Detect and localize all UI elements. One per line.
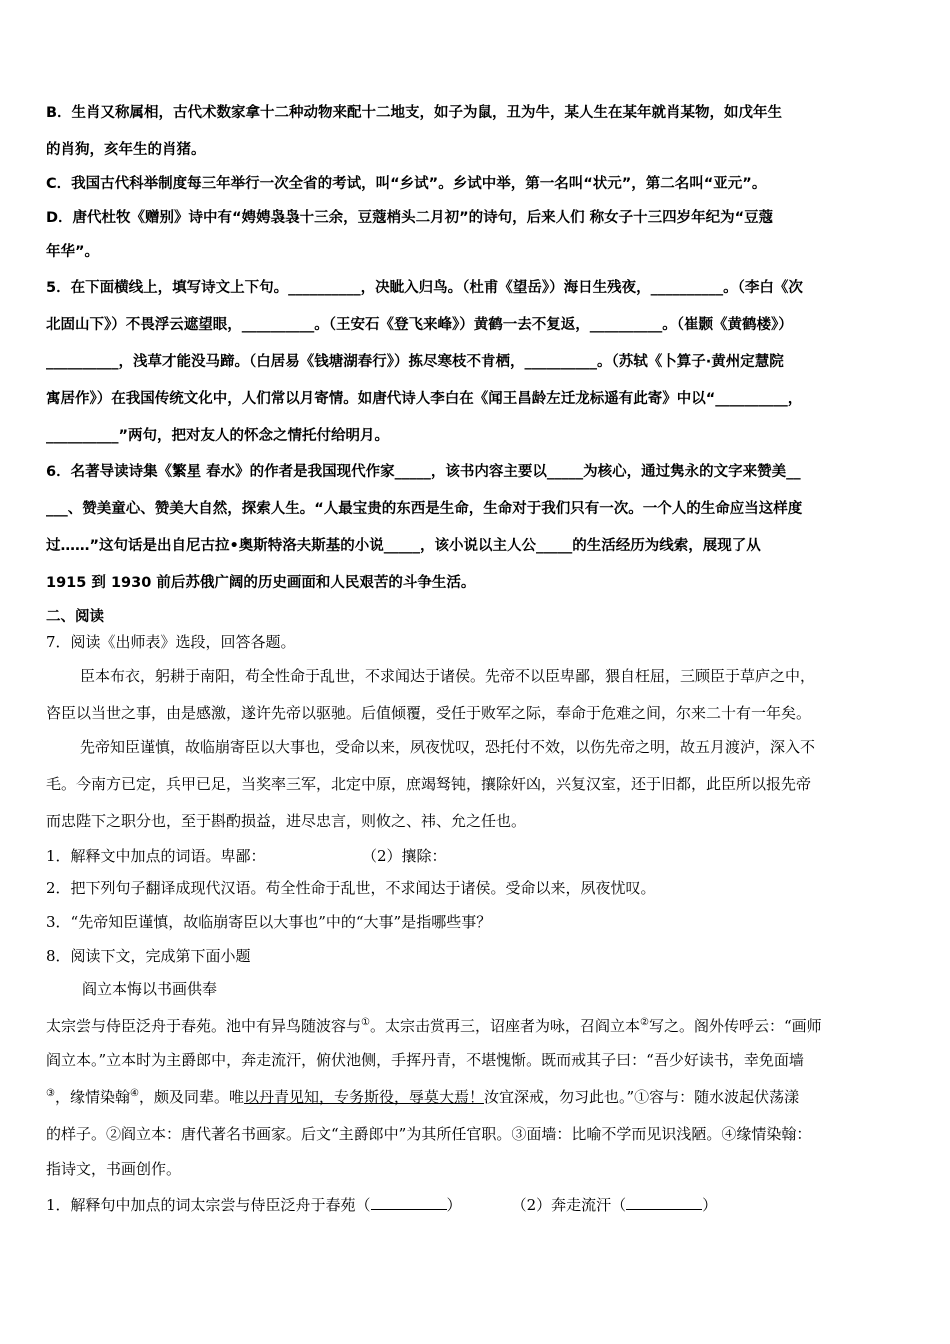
- q7-sub2: 2．把下列句子翻译成现代汉语。苟全性命于乱世，不求闻达于诸侯。受命以来，夙夜忧叹。: [46, 879, 656, 897]
- q8-passage-line1: [46, 1016, 906, 1036]
- section-heading-reading: 二、阅读: [46, 609, 104, 625]
- footnote-marker-1: ①: [361, 1017, 370, 1028]
- answer-blank-1[interactable]: [371, 1195, 447, 1210]
- footnote-marker-2: ②: [640, 1017, 649, 1028]
- q8-passage-line3: [46, 1087, 906, 1107]
- q6-line2: ___、赞美童心、赞美大自然，探索人生。“人最宝贵的东西是生命，生命对于我们只有一次。一个人的生命应当这样度: [46, 501, 803, 517]
- q7-sub3: 3．“先帝知臣谨慎，故临崩寄臣以大事也”中的“大事”是指哪些事？: [46, 913, 492, 931]
- q8-passage-line2: 阎立本。”立本时为主爵郎中，奔走流汗，俯伏池侧，手挥丹青，不堪愧惭。既而戒其子曰：“吾少好读书，幸免面墙: [46, 1051, 804, 1069]
- q7-intro: 7．阅读《出师表》选段，回答各题。: [46, 633, 296, 651]
- q4-option-b-line2: 的肖狗，亥年生的肖猪。: [46, 142, 206, 158]
- q4-option-d-line2: 年华”。: [46, 244, 100, 260]
- q8-passage-title: 阎立本悔以书画供奉: [82, 980, 218, 998]
- q7-sub1-word2: （2）攘除：: [362, 847, 447, 865]
- q7-passage-p1-line1: 臣本布衣，躬耕于南阳，苟全性命于乱世，不求闻达于诸侯。先帝不以臣卑鄙，猥自枉屈，三顾臣于草庐之中，: [80, 667, 816, 685]
- underlined-sentence: 以丹青见知，专务斯役，辱莫大焉！: [243, 1088, 484, 1106]
- q7-passage-p2-line3: 而忠陛下之职分也，至于斟酌损益，进尽忠言，则攸之、祎、允之任也。: [46, 812, 527, 830]
- q7-sub1-word1: 1．解释文中加点的词语。卑鄙：: [46, 847, 266, 865]
- q4-option-c: C．我国古代科举制度每三年举行一次全省的考试，叫“乡试”。乡试中举，第一名叫“状元”，第二名叫“亚元”。: [46, 176, 767, 192]
- q8-sub1: [46, 1195, 906, 1215]
- q8-passage-line1-c: 写之。阁外传呼云：“画师: [648, 1017, 822, 1035]
- q8-passage-line3-a: ，缘情染翰: [54, 1088, 130, 1106]
- q8-sub1-prompt-b: （2）奔走流汗（: [511, 1196, 627, 1214]
- q8-intro: 8．阅读下文，完成第下面小题: [46, 947, 251, 965]
- q4-option-d-line1: D．唐代杜牧《赠别》诗中有“娉娉袅袅十三余，豆蔻梢头二月初”的诗句，后来人们 称女子十三四岁年纪为“豆蔻: [46, 210, 774, 226]
- q5-line2: 北固山下》）不畏浮云遮望眼，__________。（王安石《登飞来峰》）黄鹤一去不复返，__________。（崔颢《黄鹤楼》）: [46, 317, 793, 333]
- q5-line3: __________，浅草才能没马蹄。（白居易《钱塘湖春行》）拣尽寒枝不肯栖，__________。（苏轼《卜算子·黄州定慧院: [46, 354, 784, 370]
- q5-line5: __________”两句，把对友人的怀念之情托付给明月。: [46, 428, 390, 444]
- q6-line1: 6．名著导读诗集《繁星 春水》的作者是我国现代作家_____，该书内容主要以_____为核心，通过隽永的文字来赞美__: [46, 464, 801, 480]
- q8-footnotes-line2: 指诗文，书画创作。: [46, 1160, 182, 1178]
- q8-passage-line1-a: 太宗尝与侍臣泛舟于春苑。池中有异鸟随波容与: [46, 1017, 362, 1035]
- q8-passage-line3-c: 汝宜深戒，勿习此也。”①容与：随水波起伏荡漾: [483, 1088, 800, 1106]
- q4-option-b-line1: B．生肖又称属相，古代术数家拿十二种动物来配十二地支，如子为鼠，丑为牛，某人生在某年就肖某物，如戊年生: [46, 105, 783, 121]
- q6-line4: 1915 到 1930 前后苏俄广阔的历史画面和人民艰苦的斗争生活。: [46, 575, 476, 591]
- footnote-marker-3: ③: [46, 1088, 55, 1099]
- q8-passage-line1-b: 。太宗击赏再三，诏座者为咏，召阎立本: [369, 1017, 640, 1035]
- q5-line1: 5．在下面横线上，填写诗文上下句。__________，决眦入归鸟。（杜甫《望岳》）海日生残夜，__________。（李白《次: [46, 280, 803, 296]
- q8-sub1-close-a: ）: [446, 1196, 462, 1214]
- q8-sub1-prompt-a: 1．解释句中加点的词太宗尝与侍臣泛舟于春苑（: [46, 1196, 371, 1214]
- q8-footnotes-line1: 的样子。②阎立本：唐代著名书画家。后文“主爵郎中”为其所任官职。③面墙：比喻不学而见识浅陋。④缘情染翰：: [46, 1125, 812, 1143]
- q8-sub1-close-b: ）: [702, 1196, 718, 1214]
- q6-line3: 过……”这句话是出自尼古拉•奥斯特洛夫斯基的小说_____，该小说以主人公_____的生活经历为线索，展现了从: [46, 538, 761, 554]
- q7-passage-p2-line2: 毛。今南方已定，兵甲已足，当奖率三军，北定中原，庶竭驽钝，攘除奸凶，兴复汉室，还于旧都，此臣所以报先帝: [46, 775, 812, 793]
- q8-passage-line3-b: ，颇及同辈。唯: [138, 1088, 244, 1106]
- q7-passage-p2-line1: 先帝知臣谨慎，故临崩寄臣以大事也，受命以来，夙夜忧叹，恐托付不效，以伤先帝之明，故五月渡泸，深入不: [80, 738, 816, 756]
- footnote-marker-4: ④: [129, 1088, 139, 1099]
- q7-passage-p1-line2: 咨臣以当世之事，由是感激，遂许先帝以驱驰。后值倾覆，受任于败军之际，奉命于危难之间，尔来二十有一年矣。: [46, 704, 812, 722]
- q5-line4: 寓居作》）在我国传统文化中，人们常以月寄情。如唐代诗人李白在《闻王昌龄左迁龙标遥有此寄》中以“__________，: [46, 391, 803, 407]
- answer-blank-2[interactable]: [626, 1195, 702, 1210]
